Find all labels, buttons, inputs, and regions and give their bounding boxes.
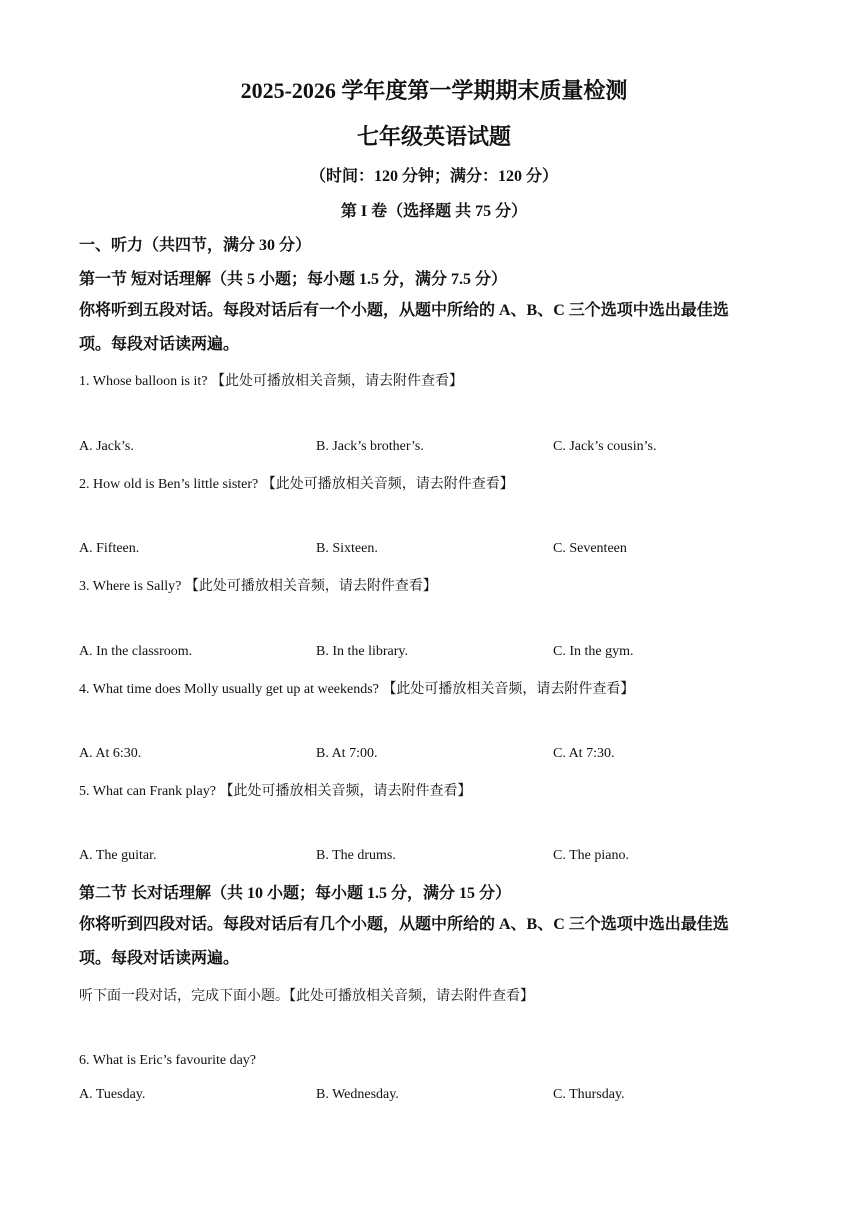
question-2: 2. How old is Ben’s little sister? 【此处可播放相关音频，请去附件查看】 [79,477,514,492]
option-a: A. In the classroom. [79,644,193,659]
option-a: A. Tuesday. [79,1087,146,1102]
listen-note: 听下面一段对话，完成下面小题。【此处可播放相关音频，请去附件查看】 [79,989,534,1004]
question-6: 6. What is Eric’s favourite day? [79,1053,257,1068]
question-3-options [79,644,799,664]
exam-title: 2025-2026 学年度第一学期期末质量检测 [240,78,628,103]
option-c: C. Thursday. [553,1087,625,1102]
question-1: 1. Whose balloon is it? 【此处可播放相关音频，请去附件查看】 [79,374,463,389]
time-info: （时间：120 分钟；满分：120 分） [309,168,558,185]
option-c: C. At 7:30. [553,746,615,761]
volume-heading: 第 I 卷（选择题 共 75 分） [340,203,528,220]
option-a: A. Fifteen. [79,541,140,556]
section1-instruction-line2: 项。每段对话读两遍。 [79,336,240,353]
question-2-options [79,541,799,561]
option-a: A. Jack’s. [79,439,134,454]
question-4-options [79,746,799,766]
option-a: A. The guitar. [79,848,157,863]
section1-heading: 第一节 短对话理解（共 5 小题；每小题 1.5 分，满分 7.5 分） [79,271,508,288]
section2-instruction-line1: 你将听到四段对话。每段对话后有几个小题，从题中所给的 A、B、C 三个选项中选出最佳选 [79,916,729,933]
option-b: B. Jack’s brother’s. [316,439,424,454]
option-b: B. At 7:00. [316,746,378,761]
option-a: A. At 6:30. [79,746,142,761]
option-c: C. In the gym. [553,644,634,659]
question-3: 3. Where is Sally? 【此处可播放相关音频，请去附件查看】 [79,579,437,594]
part-one-heading: 一、听力（共四节，满分 30 分） [79,237,312,254]
section1-instruction [79,294,799,362]
question-6-options [79,1087,799,1107]
question-4: 4. What time does Molly usually get up at weekends? 【此处可播放相关音频，请去附件查看】 [79,682,635,697]
option-b: B. In the library. [316,644,409,659]
question-1-options [79,439,799,459]
option-b: B. Wednesday. [316,1087,399,1102]
option-b: B. The drums. [316,848,396,863]
exam-subtitle: 七年级英语试题 [356,124,511,149]
section1-instruction-line1: 你将听到五段对话。每段对话后有一个小题，从题中所给的 A、B、C 三个选项中选出最佳选 [79,302,729,319]
option-c: C. Jack’s cousin’s. [553,439,657,454]
section2-heading: 第二节 长对话理解（共 10 小题；每小题 1.5 分，满分 15 分） [79,885,512,902]
option-b: B. Sixteen. [316,541,378,556]
section2-instruction-line2: 项。每段对话读两遍。 [79,950,240,967]
section2-instruction [79,908,799,976]
option-c: C. The piano. [553,848,629,863]
question-5: 5. What can Frank play? 【此处可播放相关音频，请去附件查看】 [79,784,472,799]
option-c: C. Seventeen [553,541,627,556]
question-5-options [79,848,799,868]
